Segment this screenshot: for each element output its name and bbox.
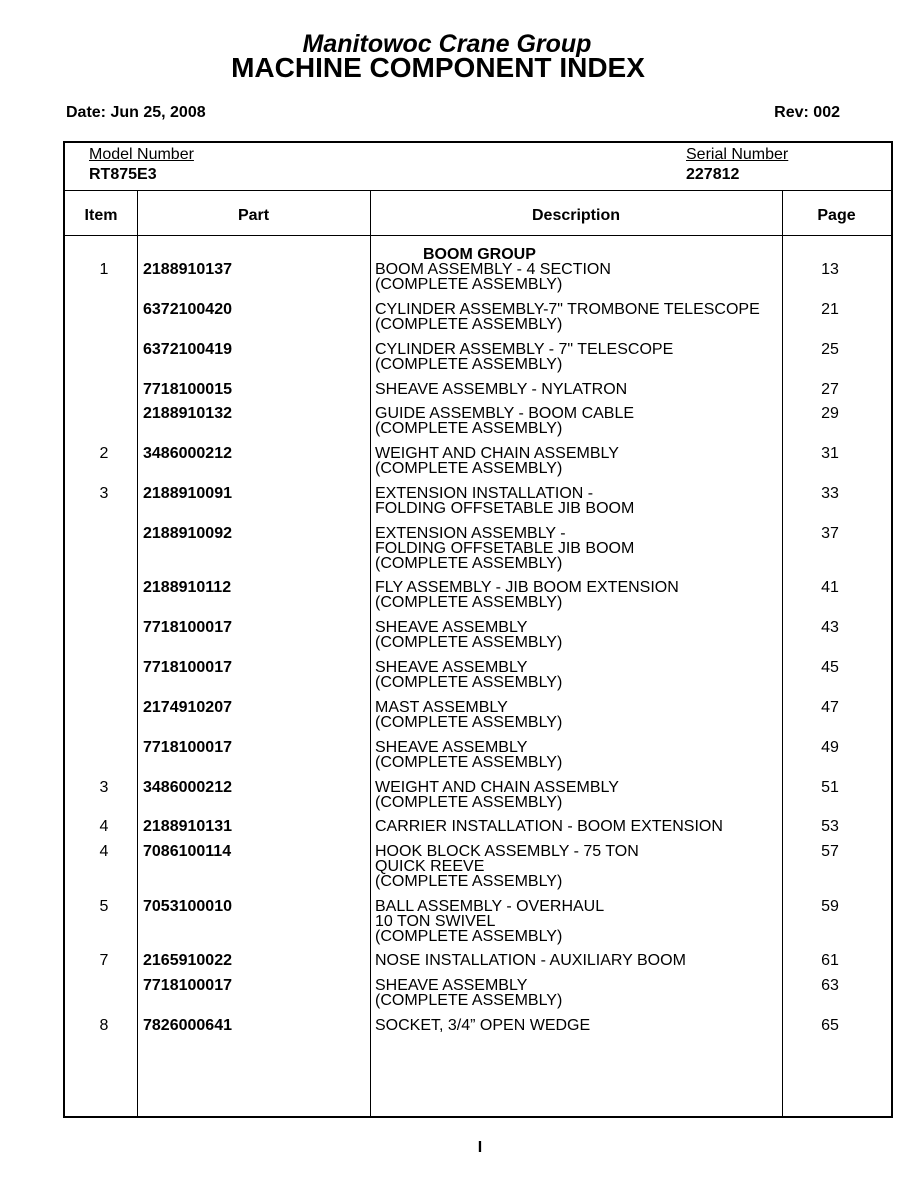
page-number: 65	[821, 1017, 839, 1034]
item-number: 3	[99, 779, 109, 796]
description-line: (COMPLETE ASSEMBLY)	[375, 555, 563, 572]
description-line: EXTENSION ASSEMBLY -	[375, 525, 566, 542]
description-line: (COMPLETE ASSEMBLY)	[375, 873, 563, 890]
part-number: 2188910091	[143, 485, 232, 502]
page-number: 27	[821, 381, 839, 398]
item-number: 8	[99, 1017, 109, 1034]
header-separator	[65, 190, 891, 191]
description-line: CYLINDER ASSEMBLY - 7" TELESCOPE	[375, 341, 674, 358]
page-number: 59	[821, 898, 839, 915]
part-number: 2188910131	[143, 818, 232, 835]
group-title: BOOM GROUP	[423, 246, 536, 263]
description-line: 10 TON SWIVEL	[375, 913, 496, 930]
column-divider-item	[137, 190, 138, 1116]
description	[375, 740, 562, 770]
model-number-label: Model Number	[89, 146, 194, 163]
page-number: 25	[821, 341, 839, 358]
item-number: 5	[99, 898, 109, 915]
description	[375, 302, 760, 332]
part-number: 7086100114	[143, 843, 232, 860]
part-number: 7718100017	[143, 659, 232, 676]
model-number-value: RT875E3	[89, 166, 157, 183]
description-line: EXTENSION INSTALLATION -	[375, 485, 594, 502]
description-line: SHEAVE ASSEMBLY	[375, 659, 528, 676]
description-line: CARRIER INSTALLATION - BOOM EXTENSION	[375, 818, 723, 835]
description-line: (COMPLETE ASSEMBLY)	[375, 634, 563, 651]
description-line: SHEAVE ASSEMBLY	[375, 977, 528, 994]
page-number: 47	[821, 699, 839, 716]
description	[375, 953, 686, 968]
description	[375, 486, 634, 516]
description-line: BALL ASSEMBLY - OVERHAUL	[375, 898, 605, 915]
description-line: WEIGHT AND CHAIN ASSEMBLY	[375, 445, 619, 462]
page-number: 49	[821, 739, 839, 756]
description-line: CYLINDER ASSEMBLY-7" TROMBONE TELESCOPE	[375, 301, 760, 318]
description	[375, 844, 639, 889]
item-number: 7	[99, 952, 109, 969]
description	[375, 819, 723, 834]
part-number: 7718100017	[143, 739, 232, 756]
description-line: WEIGHT AND CHAIN ASSEMBLY	[375, 779, 619, 796]
description-line: (COMPLETE ASSEMBLY)	[375, 754, 563, 771]
part-number: 7826000641	[143, 1017, 232, 1034]
description-line: SHEAVE ASSEMBLY	[375, 619, 528, 636]
part-number: 6372100419	[143, 341, 232, 358]
page-number: 63	[821, 977, 839, 994]
page-number: 43	[821, 619, 839, 636]
description-line: FLY ASSEMBLY - JIB BOOM EXTENSION	[375, 579, 679, 596]
description	[375, 580, 679, 610]
company-name: Manitowoc Crane Group	[302, 30, 592, 58]
column-header-page: Page	[817, 207, 856, 224]
description	[375, 1018, 590, 1033]
serial-number-label: Serial Number	[686, 146, 789, 163]
part-number: 7718100015	[143, 381, 232, 398]
description	[375, 899, 604, 944]
document-date: Date: Jun 25, 2008	[66, 104, 206, 121]
description	[375, 446, 619, 476]
description	[375, 660, 562, 690]
description-line: SHEAVE ASSEMBLY - NYLATRON	[375, 381, 628, 398]
part-number: 2188910112	[143, 579, 232, 596]
column-divider-description	[782, 190, 783, 1116]
page-number: 41	[821, 579, 839, 596]
description-line: (COMPLETE ASSEMBLY)	[375, 594, 563, 611]
part-number: 2188910092	[143, 525, 232, 542]
item-number: 3	[99, 485, 109, 502]
description-line: SOCKET, 3/4” OPEN WEDGE	[375, 1017, 591, 1034]
part-number: 7718100017	[143, 977, 232, 994]
description-line: (COMPLETE ASSEMBLY)	[375, 928, 563, 945]
description-line: HOOK BLOCK ASSEMBLY - 75 TON	[375, 843, 639, 860]
description-line: (COMPLETE ASSEMBLY)	[375, 356, 563, 373]
part-number: 7718100017	[143, 619, 232, 636]
description	[375, 780, 619, 810]
description-line: (COMPLETE ASSEMBLY)	[375, 420, 563, 437]
description	[375, 406, 634, 436]
item-number: 2	[99, 445, 109, 462]
page-number: 31	[821, 445, 839, 462]
part-number: 2174910207	[143, 699, 232, 716]
page-number: 29	[821, 405, 839, 422]
part-number: 6372100420	[143, 301, 232, 318]
description	[375, 262, 611, 292]
description-line: (COMPLETE ASSEMBLY)	[375, 674, 563, 691]
page-number: 61	[821, 952, 839, 969]
description	[375, 526, 634, 571]
description-line: (COMPLETE ASSEMBLY)	[375, 276, 563, 293]
description-line: GUIDE ASSEMBLY - BOOM CABLE	[375, 405, 635, 422]
part-number: 2188910132	[143, 405, 232, 422]
serial-number-value: 227812	[686, 166, 740, 183]
description-line: (COMPLETE ASSEMBLY)	[375, 992, 563, 1009]
description	[375, 620, 562, 650]
description-line: QUICK REEVE	[375, 858, 485, 875]
page-number: 51	[821, 779, 839, 796]
item-number: 1	[99, 261, 109, 278]
page-footer-number: I	[477, 1139, 483, 1156]
page-number: 57	[821, 843, 839, 860]
description-line: FOLDING OFFSETABLE JIB BOOM	[375, 500, 635, 517]
part-number: 3486000212	[143, 779, 232, 796]
page-number: 21	[821, 301, 839, 318]
description-line: (COMPLETE ASSEMBLY)	[375, 460, 563, 477]
description-line: SHEAVE ASSEMBLY	[375, 739, 528, 756]
description-line: MAST ASSEMBLY	[375, 699, 508, 716]
description-line: (COMPLETE ASSEMBLY)	[375, 316, 563, 333]
description-line: BOOM ASSEMBLY - 4 SECTION	[375, 261, 611, 278]
description	[375, 700, 562, 730]
page-number: 45	[821, 659, 839, 676]
item-number: 4	[99, 818, 109, 835]
description-line: (COMPLETE ASSEMBLY)	[375, 794, 563, 811]
column-header-description: Description	[531, 207, 620, 224]
part-number: 3486000212	[143, 445, 232, 462]
description	[375, 978, 562, 1008]
document-revision: Rev: 002	[774, 104, 840, 121]
item-number: 4	[99, 843, 109, 860]
description-line: (COMPLETE ASSEMBLY)	[375, 714, 563, 731]
column-header-part: Part	[237, 207, 270, 224]
part-number: 7053100010	[143, 898, 232, 915]
part-number: 2188910137	[143, 261, 232, 278]
column-header-item: Item	[84, 207, 118, 224]
description	[375, 382, 627, 397]
column-header-separator	[65, 235, 891, 236]
column-divider-part	[370, 190, 371, 1116]
page-number: 37	[821, 525, 839, 542]
page-number: 13	[821, 261, 839, 278]
description-line: FOLDING OFFSETABLE JIB BOOM	[375, 540, 635, 557]
page-number: 53	[821, 818, 839, 835]
part-number: 2165910022	[143, 952, 232, 969]
document-title: MACHINE COMPONENT INDEX	[231, 52, 645, 83]
description	[375, 342, 673, 372]
page-number: 33	[821, 485, 839, 502]
description-line: NOSE INSTALLATION - AUXILIARY BOOM	[375, 952, 686, 969]
